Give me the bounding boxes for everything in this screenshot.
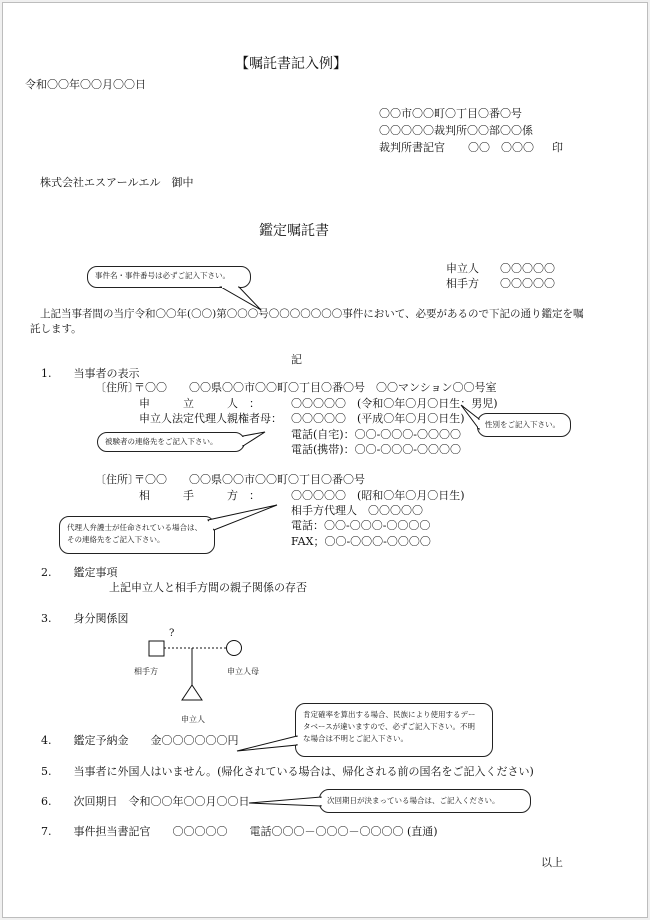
section-6: 6. 次回期日 令和〇〇年〇〇月〇〇日 <box>41 795 250 808</box>
doc-heading: 鑑定嘱託書 <box>259 223 329 239</box>
issue-date: 令和〇〇年〇〇月〇〇日 <box>25 78 146 91</box>
callout-gender-text: 性別をご記入下さい。 <box>485 420 560 429</box>
callout-case-number-text: 事件名・事件番号は必ずご記入下さい。 <box>95 271 230 280</box>
court-clerk-name: 〇〇 〇〇〇 <box>468 141 534 154</box>
callout-foreign-line-3: な場合は不明とご記入下さい。 <box>303 734 408 743</box>
document-title: 【嘱託書記入例】 <box>235 56 347 72</box>
seal-mark: 印 <box>552 141 563 154</box>
callout-lawyer-line-2: その連絡先をご記入下さい。 <box>67 535 165 544</box>
agent-tel: 電話：〇〇-〇〇〇-〇〇〇〇 <box>291 519 431 532</box>
applicant-value: 〇〇〇〇〇 <box>500 262 555 275</box>
court-division: 〇〇〇〇〇裁判所〇〇部〇〇係 <box>379 124 533 137</box>
section-7: 7. 事件担当書記官 〇〇〇〇〇 電話〇〇〇－〇〇〇－〇〇〇〇 (直通) <box>41 825 438 838</box>
section-5: 5. 当事者に外国人はいません。(帰化されている場合は、帰化される前の国名をご記入ください) <box>41 765 534 778</box>
applicant-info: 〇〇〇〇〇 (令和〇年〇月〇日生：男児) <box>291 397 498 410</box>
respondent-role: 相 手 方 ： <box>139 489 260 502</box>
guardian-info: 〇〇〇〇〇 (平成〇年〇月〇日生) <box>291 412 465 425</box>
diagram-respondent-label: 相手方 <box>134 667 158 676</box>
court-clerk-label: 裁判所書記官 <box>379 141 445 154</box>
agent-name: 相手方代理人 〇〇〇〇〇 <box>291 504 423 517</box>
address-2-label: 〔住所〕 <box>95 473 139 486</box>
closing: 以上 <box>541 856 563 869</box>
callout-lawyer-line-1: 代理人弁護士が任命されている場合は、 <box>67 523 202 532</box>
tel-home: 電話(自宅)：〇〇-〇〇〇-〇〇〇〇 <box>291 428 462 441</box>
applicant-role: 申 立 人 ： <box>139 397 260 410</box>
intro-line-2: 託します。 <box>30 323 82 335</box>
ki-marker: 記 <box>291 353 302 366</box>
callout-foreign-line-2: タベースが違いますので、必ずご記入下さい。不明 <box>303 722 475 731</box>
respondent-label: 相手方 <box>446 277 479 290</box>
court-address: 〇〇市〇〇町〇丁目〇番〇号 <box>379 107 522 120</box>
applicant-label: 申立人 <box>446 262 479 275</box>
address-1: 〇〇県〇〇市〇〇町〇丁目〇番〇号 〇〇マンション〇〇号室 <box>189 381 497 394</box>
callout-tails <box>3 3 647 917</box>
callout-next-date-text: 次回期日が決まっている場合は、ご記入ください。 <box>327 796 500 805</box>
address-1-zip: 〒〇〇 <box>134 381 167 394</box>
section-3-heading: 3. 身分関係図 <box>41 612 129 625</box>
guardian-role: 申立人法定代理人親権者母： <box>139 412 282 425</box>
callout-foreign-line-1: 肯定確率を算出する場合、民族により使用するデー <box>303 710 476 719</box>
section-1-heading: 1. 当事者の表示 <box>41 367 140 380</box>
respondent-value: 〇〇〇〇〇 <box>500 277 555 290</box>
address-1-label: 〔住所〕 <box>95 381 139 394</box>
section-4: 4. 鑑定予納金 金〇〇〇〇〇〇円 <box>41 734 239 747</box>
recipient: 株式会社エスアールエル 御中 <box>40 176 194 189</box>
diagram-mother-label: 申立人母 <box>227 667 259 676</box>
agent-fax: FAX；〇〇-〇〇〇-〇〇〇〇 <box>291 535 431 548</box>
respondent-info: 〇〇〇〇〇 (昭和〇年〇月〇日生) <box>291 489 465 502</box>
section-2-heading: 2. 鑑定事項 <box>41 566 118 579</box>
section-2-text: 上記申立人と相手方間の親子関係の存否 <box>109 581 307 594</box>
callout-subject-contact-text: 被験者の連絡先をご記入下さい。 <box>105 437 218 446</box>
address-2-zip: 〒〇〇 <box>134 473 167 486</box>
document-page <box>2 2 648 918</box>
paternity-question-mark: ? <box>169 628 175 639</box>
intro-line-1: 上記当事者間の当庁令和〇〇年(〇〇)第〇〇〇号〇〇〇〇〇〇〇事件において、必要があるので下記の通り鑑定を嘱 <box>40 308 584 320</box>
address-2: 〇〇県〇〇市〇〇町〇丁目〇番〇号 <box>189 473 365 486</box>
tel-mobile: 電話(携帯)：〇〇-〇〇〇-〇〇〇〇 <box>291 443 462 456</box>
diagram-applicant-label: 申立人 <box>181 715 205 724</box>
